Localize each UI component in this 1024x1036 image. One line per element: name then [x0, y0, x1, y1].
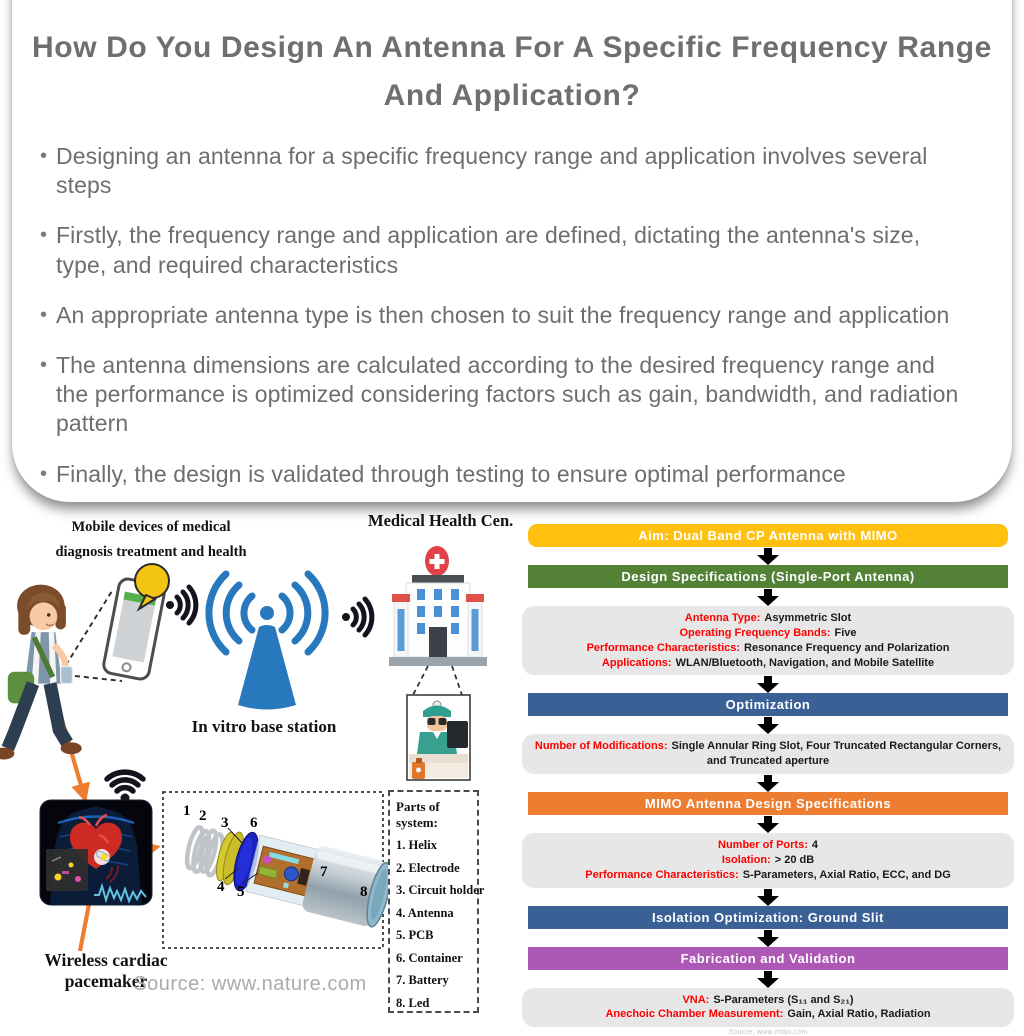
flowchart-source-credit: Source: www.mdpi.com	[728, 1029, 808, 1036]
down-arrow-icon	[757, 589, 779, 605]
wifi-signal-icon	[342, 599, 372, 635]
flow-validation-box	[522, 988, 1014, 1028]
spec-value: > 20 dB	[774, 853, 815, 866]
parts-item: 7. Battery	[396, 973, 449, 987]
spec-value: Resonance Frequency and Polarization	[744, 641, 950, 654]
wifi-signal-icon	[166, 587, 196, 623]
flow-design-specs-bar: Design Specifications (Single-Port Antenna)	[528, 565, 1008, 588]
doctor-workstation-icon	[407, 695, 470, 780]
bullet-text: An appropriate antenna type is then chosen to suit the frequency range and application	[56, 301, 950, 328]
spec-value: 4	[811, 839, 818, 852]
spec-label: Number of Modifications:	[534, 740, 668, 753]
flow-isolation-bar: Isolation Optimization: Ground Slit	[528, 906, 1008, 929]
spec-value: WLAN/Bluetooth, Navigation, and Mobile Satellite	[675, 656, 935, 669]
down-arrow-icon	[757, 816, 779, 832]
down-arrow-icon	[757, 889, 779, 905]
heart-scan-icon	[40, 800, 152, 905]
spec-row	[532, 1007, 1004, 1022]
flow-aim-bar: Aim: Dual Band CP Antenna with MIMO	[528, 524, 1008, 547]
spec-row	[532, 853, 1004, 868]
design-flowchart	[512, 505, 1024, 1036]
capsule-number: 8	[360, 884, 368, 900]
parts-item: 5. PCB	[396, 928, 434, 942]
capsule-number: 2	[199, 808, 207, 824]
spec-value: Gain, Axial Ratio, Radiation	[787, 1008, 931, 1021]
capsule-number: 6	[250, 815, 258, 831]
down-arrow-icon	[757, 775, 779, 791]
spec-label: Applications:	[601, 656, 672, 669]
spec-row	[532, 868, 1004, 883]
spec-row	[532, 626, 1004, 641]
spec-row	[532, 656, 1004, 671]
handheld-phone	[61, 666, 73, 683]
spec-value: S-Parameters (S₁₁ and S₂₁)	[713, 993, 854, 1006]
parts-item: 1. Helix	[396, 838, 437, 852]
bullet-marker: •	[40, 462, 48, 485]
capsule-number: 1	[183, 803, 191, 819]
spec-row	[532, 611, 1004, 626]
spec-row	[532, 641, 1004, 656]
down-arrow-icon	[757, 717, 779, 733]
spec-value: Single Annular Ring Slot, Four Truncated Rectangular Corners, and Truncated aperture	[671, 740, 1002, 768]
spec-label: Number of Ports:	[718, 839, 808, 852]
bullet-item	[40, 142, 969, 200]
capsule-number: 3	[221, 815, 229, 831]
spec-label: VNA:	[682, 993, 710, 1006]
patient-figure	[0, 585, 82, 760]
projection-lines	[413, 666, 462, 695]
flow-specs-box	[522, 606, 1014, 675]
down-arrow-icon	[757, 676, 779, 692]
base-station-icon	[209, 574, 325, 710]
spec-label: Performance Characteristics:	[586, 641, 741, 654]
spec-row	[532, 838, 1004, 853]
medical-system-illustration	[0, 505, 512, 1024]
spec-label: Isolation:	[721, 853, 771, 866]
spec-label: Anechoic Chamber Measurement:	[605, 1008, 784, 1021]
parts-title: Parts of system:	[396, 799, 440, 830]
flow-mimo-bar: MIMO Antenna Design Specifications	[528, 792, 1008, 815]
smartphone-icon	[102, 564, 169, 681]
capsule-number: 7	[320, 864, 328, 880]
spec-row	[532, 739, 1004, 769]
bullet-text: Finally, the design is validated through testing to ensure optimal performance	[56, 460, 846, 487]
parts-item: 3. Circuit holder	[396, 883, 485, 897]
medical-center-label: Medical Health Cen.	[368, 511, 514, 530]
spec-value: S-Parameters, Axial Ratio, ECC, and DG	[742, 868, 951, 881]
bullet-item	[40, 460, 969, 489]
spec-value: Asymmetric Slot	[764, 612, 852, 624]
spec-row	[532, 993, 1004, 1008]
face	[30, 602, 58, 630]
bullet-list	[40, 142, 969, 510]
bullet-item	[40, 301, 969, 330]
parts-of-system-box	[388, 790, 485, 1013]
spec-label: Operating Frequency Bands:	[679, 626, 831, 639]
down-arrow-icon	[757, 971, 779, 987]
spec-label: Performance Characteristics:	[585, 868, 739, 881]
shoe	[61, 742, 82, 754]
spec-label: Antenna Type:	[684, 612, 761, 624]
parts-item: 8. Led	[396, 995, 430, 1010]
flow-modifications-box	[522, 734, 1014, 774]
parts-item: 2. Electrode	[396, 860, 460, 875]
source-credit: Source: www.nature.com	[133, 973, 367, 995]
pacemaker-label: Wireless cardiac pacemaker	[44, 950, 168, 991]
bullet-item	[40, 221, 969, 279]
capsule-number: 5	[237, 884, 245, 900]
bullet-text: Firstly, the frequency range and application are defined, dictating the antenna's size, type, and required characteristics	[56, 222, 921, 278]
pacemaker-capsule-icon	[163, 792, 396, 948]
down-arrow-icon	[757, 930, 779, 946]
capsule-number: 4	[217, 879, 225, 895]
flow-fabrication-bar: Fabrication and Validation	[528, 947, 1008, 970]
parts-item: 4. Antenna	[396, 905, 454, 920]
bullet-item	[40, 351, 969, 439]
bullet-marker: •	[40, 354, 48, 377]
hospital-icon	[389, 546, 487, 666]
flow-mimo-box	[522, 833, 1014, 888]
parts-item: 6. Container	[396, 950, 463, 965]
leg	[50, 684, 67, 743]
bullet-text: Designing an antenna for a specific frequency range and application involves several steps	[56, 143, 928, 199]
spec-value: Five	[834, 626, 857, 639]
bullet-marker: •	[40, 145, 48, 167]
down-arrow-icon	[757, 548, 779, 564]
bullet-marker: •	[40, 224, 48, 247]
bullet-text: The antenna dimensions are calculated according to the desired frequency range and the performance is optimized considering factors such as gain, bandwidth, and radiation pattern	[56, 352, 959, 437]
wifi-signal-icon	[107, 772, 143, 802]
page-title: How Do You Design An Antenna For A Specific Frequency Range And Application?	[32, 31, 992, 112]
base-station-label: In vitro base station	[191, 717, 337, 736]
mobile-devices-label: Mobile devices of medical diagnosis treatment and health	[55, 519, 247, 561]
flow-optimization-bar: Optimization	[528, 693, 1008, 716]
bullet-marker: •	[40, 303, 48, 326]
